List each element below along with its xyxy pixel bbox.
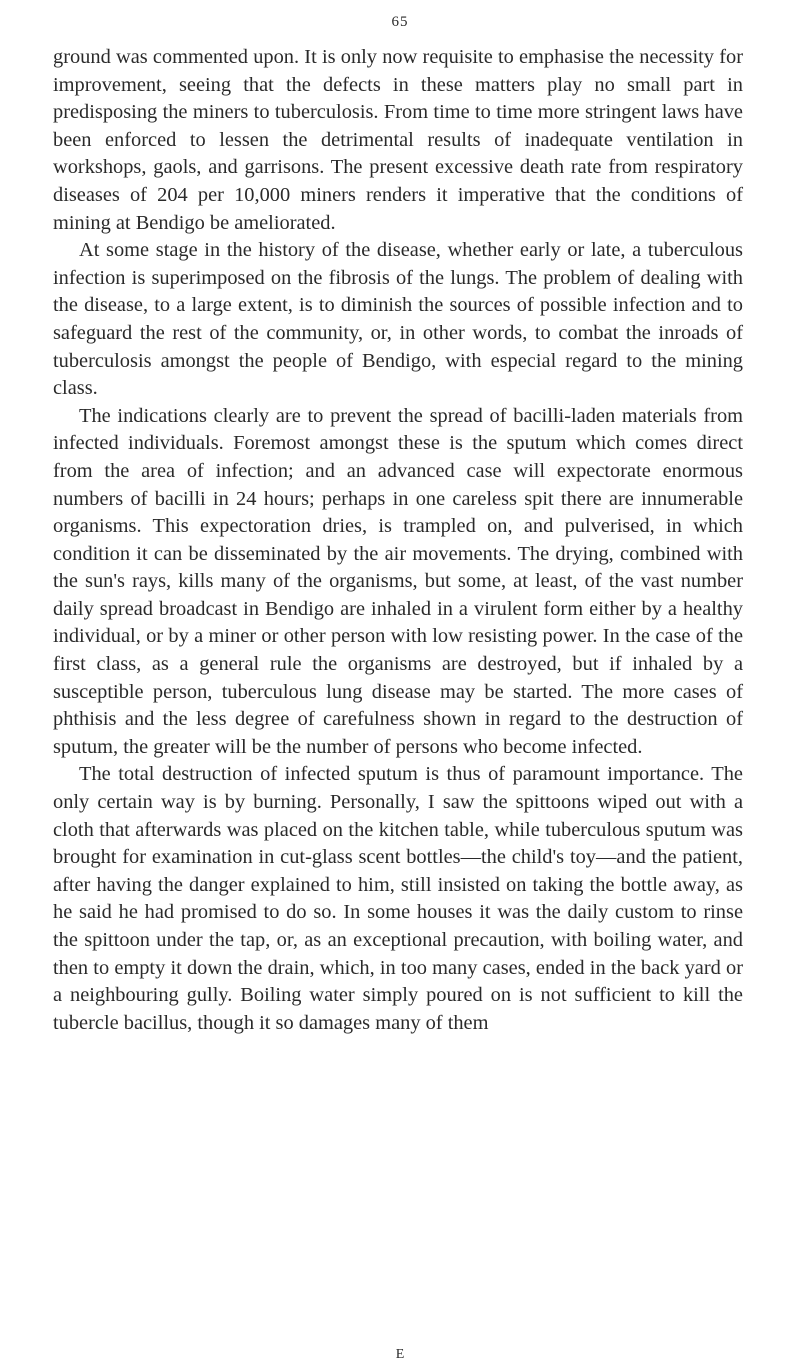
body-text: [53, 44, 743, 1037]
paragraph-2: At some stage in the history of the disease, whether early or late, a tuberculous infection is superimposed on the fibrosis of the lungs. The problem of dealing with the disease, to a large extent, is to diminish the sources of possible infection and to safeguard the rest of the community, or, in other words, to combat the inroads of tuberculosis amongst the people of Bendigo, with especial regard to the mining class.: [53, 239, 743, 400]
paragraph-3: The indications clearly are to prevent the spread of bacilli-laden materials from infected individuals. Foremost amongst these is the sputum which comes direct from the area of infection; and an advanced case will expectorate enormous numbers of bacilli in 24 hours; perhaps in one careless spit there are innumerable organisms. This expectoration dries, is trampled on, and pulverised, in which condition it can be disseminated by the air movements. The drying, combined with the sun's rays, kills many of the organisms, but some, at least, of the vast number daily spread broadcast in Bendigo are inhaled in a virulent form either by a healthy individual, or by a miner or other person with low resisting power. In the case of the first class, as a general rule the organisms are destroyed, but if inhaled by a susceptible person, tuberculous lung disease may be started. The more cases of phthisis and the less degree of carefulness shown in regard to the destruction of sputum, the greater will be the number of persons who become infected.: [53, 404, 743, 758]
paragraph-1: ground was commented upon. It is only now requisite to emphasise the necessity for improvement, seeing that the defects in these matters play no small part in predisposing the miners to tuberculosis. From time to time more stringent laws have been enforced to lessen the detrimental results of inadequate ventilation in workshops, gaols, and garrisons. The present excessive death rate from respiratory diseases of 204 per 10,000 miners renders it imperative that the conditions of mining at Bendigo be ameliorated.: [53, 46, 743, 234]
signature-mark: E: [395, 1347, 405, 1362]
paragraph-4: The total destruction of infected sputum is thus of paramount importance. The only certain way is by burning. Personally, I saw the spittoons wiped out with a cloth that afterwards was placed on the kitchen table, while tuberculous sputum was brought for examination in cut-glass scent bottles—the child's toy—and the patient, after having the danger explained to him, still insisted on taking the bottle away, as he said he had promised to do so. In some houses it was the daily custom to rinse the spittoon under the tap, or, as an exceptional precaution, with boiling water, and then to empty it down the drain, which, in too many cases, ended in the back yard or a neighbouring gully. Boiling water simply poured on is not sufficient to kill the tubercle bacillus, though it so damages many of them: [53, 763, 743, 1034]
page-number: 65: [391, 14, 409, 30]
